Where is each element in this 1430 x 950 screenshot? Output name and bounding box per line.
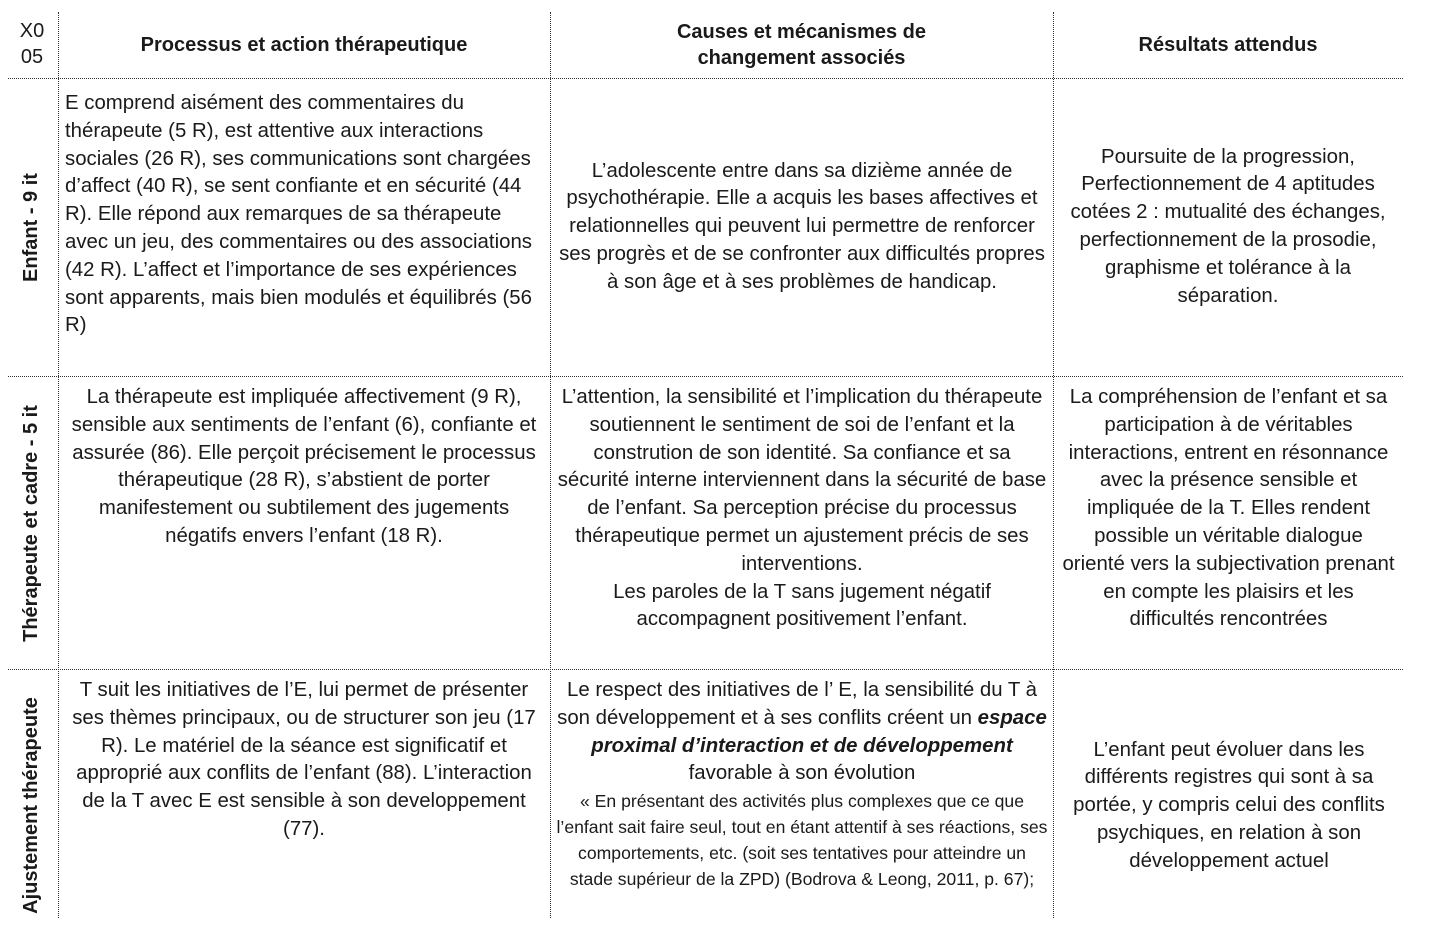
cell-text: La compréhension de l’enfant et sa participation à de véritables interactions, entrent en résonnance avec la présence sensible et impliquée de la T. Elles rendent possible un véritable dialogue orienté vers la subjectivation prenant en compte les plaisirs et les difficultés rencontrées xyxy=(1062,386,1395,631)
cell-results xyxy=(1062,384,1395,634)
corner-code-line: X0 xyxy=(19,20,45,42)
cell-text: L’attention, la sensibilité et l’implication du thérapeute soutiennent le sentiment de soi de l’enfant et la constrution de son identité. Sa confiance et sa sécurité interne interviennent dans la sécurité de base de l’enfant. Sa perception précise du processus thérapeutique permet un ajustement précis de ses interventions. xyxy=(557,386,1047,575)
corner-code xyxy=(10,18,54,70)
cell-text: L’enfant peut évoluer dans les différents registres qui sont à sa portée, y compris celui des conflits psychiques, en relation à son développement actuel xyxy=(1073,738,1385,872)
cell-results xyxy=(1060,671,1398,941)
header-results-text: Résultats attendus xyxy=(1138,34,1318,56)
row-label-text: Thérapeute et cadre - 5 it xyxy=(19,404,42,642)
row-label-text: Ajustement thérapeute xyxy=(19,696,42,914)
cell-text: T suit les initiatives de l’E, lui permet de présenter ses thèmes principaux, ou de structurer son jeu (17 R). Le matériel de la séance est significatif et approprié aux conflits de l’enfant (88). L’interaction de la T avec E est sensible à son developpement (77). xyxy=(72,679,536,840)
row-divider xyxy=(8,376,1403,377)
cell-text: L’adolescente entre dans sa dizième année de psychothérapie. Elle a acquis les bases affectives et relationnelles qui peuvent lui permettre de renforcer ses progrès et de se confronter aux difficultés propres à son âge et à ses problèmes de handicap. xyxy=(559,159,1045,293)
header-causes xyxy=(552,14,1051,76)
cell-process xyxy=(72,677,536,844)
header-process-text: Processus et action thérapeutique xyxy=(140,34,468,56)
cell-text-emphasis: espace proximal d’interaction et de développement xyxy=(591,706,1047,757)
cell-process xyxy=(65,90,547,340)
cell-text xyxy=(556,677,1048,788)
row-label-therapeute xyxy=(8,378,54,668)
cell-causes xyxy=(556,80,1048,374)
corner-code-line: 05 xyxy=(20,46,44,68)
column-divider xyxy=(550,12,551,918)
cell-text-extra: Les paroles de la T sans jugement négatif accompagnent positivement l’enfant. xyxy=(613,580,991,631)
row-divider xyxy=(8,669,1403,670)
cell-text-post: favorable à son évolution xyxy=(688,762,916,785)
row-label-text: Enfant - 9 it xyxy=(19,172,42,282)
cell-text-pre: Le respect des initiatives de l’ E, la sensibilité du T à son développement et à ses conflits créent un xyxy=(557,679,1037,729)
cell-causes xyxy=(556,677,1048,892)
row-label-ajustement xyxy=(8,671,54,939)
cell-text: La thérapeute est impliquée affectivement (9 R), sensible aux sentiments de l’enfant (6), confiante et assurée (86). Elle perçoit précisement le processus thérapeutique (28 R), s’abstient de porter manifestement ou subtilement des jugements négatifs envers l’enfant (18 R). xyxy=(71,386,537,547)
header-causes-line2: changement associés xyxy=(697,47,906,69)
header-process xyxy=(60,14,548,76)
cell-causes xyxy=(556,384,1048,634)
cell-text: E comprend aisément des commentaires du thérapeute (5 R), est attentive aux interactions sociales (26 R), ses communications sont chargées d’affect (40 R), se sent confiante et en sécurité (44 R). Elle répond aux remarques de sa thérapeute avec un jeu, des commentaires ou des associations (42 R). L’affect et l’importance de ses expériences sont apparents, mais bien modulés et équilibrés (56 R) xyxy=(65,92,532,337)
cell-text: Poursuite de la progression, Perfectionnement de 4 aptitudes cotées 2 : mutualité des échanges, perfectionnement de la prosodie, graphisme et tolérance à la séparation. xyxy=(1070,145,1386,307)
column-divider xyxy=(1053,12,1054,918)
cell-quote: « En présentant des activités plus complexes que ce que l’enfant sait faire seul, tout en étant attentif à ses réactions, ses comportements, etc. (soit ses tentatives pour atteindre un stade supérieur de la ZPD) (Bodrova & Leong, 2011, p. 67); xyxy=(556,791,1048,890)
header-results xyxy=(1055,14,1401,76)
row-divider xyxy=(8,78,1403,79)
column-divider xyxy=(58,12,59,918)
header-causes-line1: Causes et mécanismes de xyxy=(676,21,927,43)
row-label-enfant xyxy=(8,80,54,374)
cell-results xyxy=(1064,80,1392,374)
cell-process xyxy=(64,384,544,551)
